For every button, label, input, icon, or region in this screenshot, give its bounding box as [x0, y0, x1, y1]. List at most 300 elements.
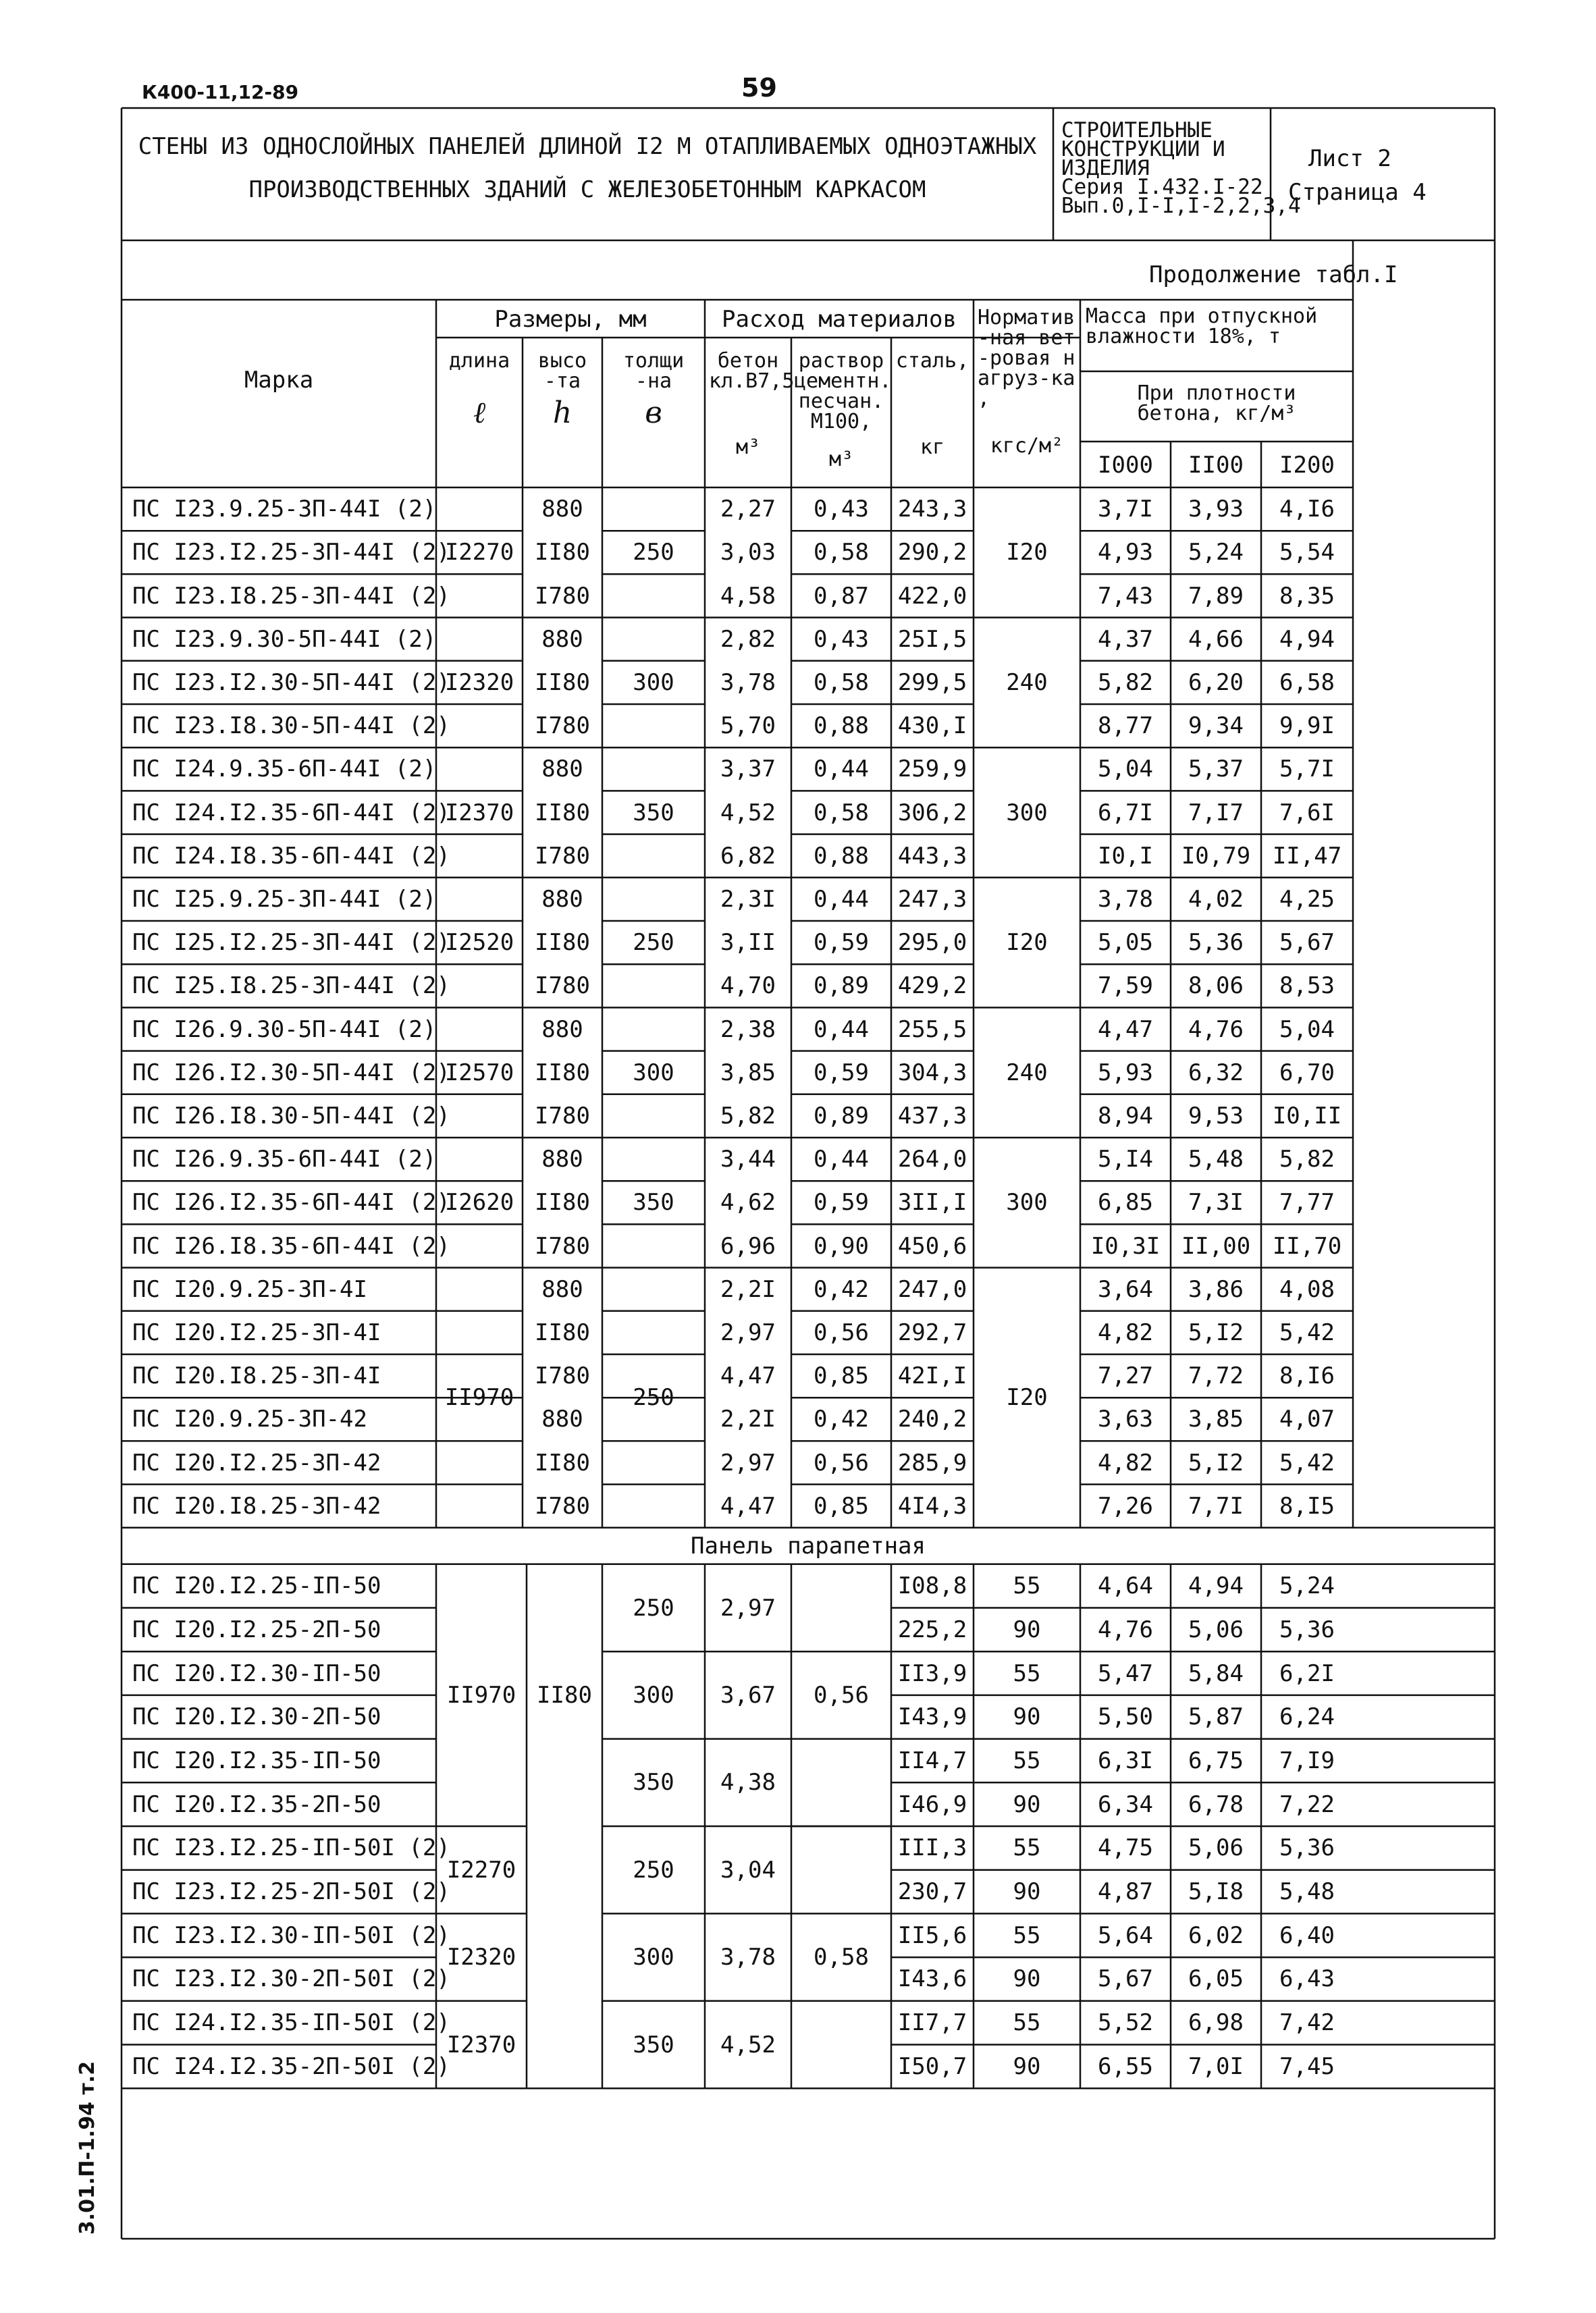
- row-mass-1100: 3,93: [1188, 496, 1244, 523]
- row-steel: 429,2: [897, 972, 967, 1000]
- parapet-mass-1000: 5,64: [1098, 1921, 1153, 1949]
- parapet-steel: I08,8: [897, 1572, 967, 1600]
- group-wind-load: I20: [1006, 539, 1048, 566]
- row-mortar: 0,44: [814, 885, 869, 913]
- row-steel: 292,7: [897, 1319, 967, 1346]
- parapet-mortar: 0,56: [814, 1681, 869, 1709]
- row-mark: ПС I20.I8.25-3П-4I: [132, 1362, 381, 1390]
- row-mass-1200: 6,70: [1279, 1059, 1335, 1086]
- parapet-concrete: 3,67: [720, 1681, 776, 1709]
- header-steel: сталь,: [895, 349, 969, 373]
- parapet-wind-load: 90: [1013, 1965, 1041, 1993]
- group-length: I2320: [444, 668, 514, 696]
- unit-concrete: м³: [735, 435, 761, 459]
- row-mass-1000: 7,27: [1098, 1362, 1153, 1390]
- series-line: СТРОИТЕЛЬНЫЕ: [1061, 118, 1213, 142]
- row-mass-1200: 7,77: [1279, 1189, 1335, 1217]
- row-mass-1200: 5,54: [1279, 539, 1335, 566]
- row-mortar: 0,56: [814, 1319, 869, 1346]
- row-steel: 247,0: [897, 1275, 967, 1303]
- parapet-wind-load: 90: [1013, 1616, 1041, 1643]
- row-mass-1200: 8,I6: [1279, 1362, 1335, 1390]
- row-mass-1000: 7,59: [1098, 972, 1153, 1000]
- row-mark: ПС I26.I8.35-6П-44I (2): [132, 1232, 450, 1260]
- row-mortar: 0,85: [814, 1492, 869, 1520]
- header-density-1000: I000: [1098, 452, 1153, 479]
- row-mortar: 0,42: [814, 1406, 869, 1433]
- row-mortar: 0,43: [814, 496, 869, 523]
- row-height: II80: [535, 1319, 590, 1346]
- row-mortar: 0,59: [814, 1189, 869, 1217]
- unit-steel: кг: [920, 435, 945, 459]
- row-mark: ПС I24.I2.35-6П-44I (2): [132, 799, 450, 826]
- row-mass-1100: 8,06: [1188, 972, 1244, 1000]
- row-concrete: 2,27: [720, 496, 776, 523]
- parapet-mass-1200: 5,48: [1279, 1878, 1335, 1906]
- table-caption: Продолжение табл.I: [1149, 261, 1398, 288]
- row-concrete: 4,47: [720, 1492, 776, 1520]
- document-frame: [122, 108, 1495, 2239]
- row-steel: 285,9: [897, 1449, 967, 1477]
- row-mass-1100: 5,36: [1188, 929, 1244, 957]
- group-thickness: 250: [633, 1384, 674, 1412]
- row-mass-1000: 3,64: [1098, 1275, 1153, 1303]
- row-concrete: 6,82: [720, 842, 776, 870]
- unit-mortar: м³: [828, 448, 854, 471]
- series-line: Серия I.432.I-22: [1061, 175, 1263, 199]
- row-mortar: 0,58: [814, 668, 869, 696]
- row-mass-1100: 6,32: [1188, 1059, 1244, 1086]
- row-mark: ПС I25.9.25-3П-44I (2): [132, 885, 437, 913]
- row-mass-1000: 4,93: [1098, 539, 1153, 566]
- header-mark: Марка: [244, 367, 314, 394]
- group-wind-load: 240: [1006, 1059, 1048, 1086]
- row-mass-1200: I0,II: [1272, 1102, 1342, 1129]
- group-length: I2520: [444, 929, 514, 957]
- row-mass-1200: II,47: [1272, 842, 1342, 870]
- parapet-steel: I43,6: [897, 1965, 967, 1993]
- row-mass-1200: 5,42: [1279, 1319, 1335, 1346]
- parapet-steel: I43,9: [897, 1703, 967, 1731]
- row-mark: ПС I24.I8.35-6П-44I (2): [132, 842, 450, 870]
- row-steel: 255,5: [897, 1015, 967, 1043]
- row-mass-1000: I0,I: [1098, 842, 1153, 870]
- row-concrete: 3,37: [720, 755, 776, 783]
- row-mass-1000: 5,82: [1098, 668, 1153, 696]
- parapet-mass-1100: 6,05: [1188, 1965, 1244, 1993]
- row-height: I780: [535, 1232, 590, 1260]
- row-mortar: 0,58: [814, 799, 869, 826]
- row-concrete: 2,2I: [720, 1406, 776, 1433]
- parapet-wind-load: 55: [1013, 1921, 1041, 1949]
- row-mortar: 0,43: [814, 625, 869, 653]
- row-mortar: 0,42: [814, 1275, 869, 1303]
- row-height: II80: [535, 1449, 590, 1477]
- parapet-mass-1100: 5,06: [1188, 1616, 1244, 1643]
- row-height: II80: [535, 539, 590, 566]
- row-concrete: 2,3I: [720, 885, 776, 913]
- row-concrete: 5,82: [720, 1102, 776, 1129]
- row-steel: 430,I: [897, 712, 967, 740]
- row-mass-1200: 7,6I: [1279, 799, 1335, 826]
- row-mass-1100: 5,I2: [1188, 1449, 1244, 1477]
- parapet-mass-1200: 7,42: [1279, 2009, 1335, 2037]
- row-concrete: 2,97: [720, 1449, 776, 1477]
- row-mass-1200: 9,9I: [1279, 712, 1335, 740]
- parapet-height: II80: [537, 1681, 592, 1709]
- row-mark: ПС I24.9.35-6П-44I (2): [132, 755, 437, 783]
- group-length: I2620: [444, 1189, 514, 1217]
- parapet-mass-1100: 5,I8: [1188, 1878, 1244, 1906]
- row-mark: ПС I20.9.25-3П-42: [132, 1406, 367, 1433]
- row-steel: 450,6: [897, 1232, 967, 1260]
- parapet-steel: III,3: [897, 1834, 967, 1862]
- header-height: высо-та: [537, 349, 587, 393]
- row-height: II80: [535, 1189, 590, 1217]
- parapet-mass-1100: 4,94: [1188, 1572, 1244, 1600]
- symbol-length: ℓ: [473, 396, 486, 430]
- row-mass-1200: 4,94: [1279, 625, 1335, 653]
- row-mortar: 0,89: [814, 1102, 869, 1129]
- row-mass-1000: 4,37: [1098, 625, 1153, 653]
- row-mark: ПС I26.9.30-5П-44I (2): [132, 1015, 437, 1043]
- row-mark: ПС I26.I2.30-5П-44I (2): [132, 1059, 450, 1086]
- row-height: 880: [541, 1015, 583, 1043]
- row-height: I780: [535, 712, 590, 740]
- row-mass-1000: 5,93: [1098, 1059, 1153, 1086]
- parapet-mass-1100: 6,75: [1188, 1747, 1244, 1774]
- group-wind-load: 240: [1006, 668, 1048, 696]
- parapet-wind-load: 90: [1013, 1790, 1041, 1818]
- row-height: I780: [535, 1362, 590, 1390]
- parapet-concrete: 3,04: [720, 1856, 776, 1884]
- page-label: Страница 4: [1288, 179, 1427, 206]
- row-mass-1000: 4,82: [1098, 1449, 1153, 1477]
- row-mortar: 0,87: [814, 582, 869, 610]
- row-mass-1000: 5,05: [1098, 929, 1153, 957]
- row-mortar: 0,56: [814, 1449, 869, 1477]
- group-thickness: 350: [633, 799, 674, 826]
- row-height: II80: [535, 929, 590, 957]
- row-height: II80: [535, 1059, 590, 1086]
- row-concrete: 4,70: [720, 972, 776, 1000]
- row-mass-1200: 8,I5: [1279, 1492, 1335, 1520]
- row-mortar: 0,88: [814, 842, 869, 870]
- row-steel: 243,3: [897, 496, 967, 523]
- header-thickness: толщи-на: [622, 349, 685, 393]
- row-mortar: 0,85: [814, 1362, 869, 1390]
- header-length: длина: [448, 349, 510, 373]
- parapet-wind-load: 90: [1013, 1703, 1041, 1731]
- parapet-mass-1000: 4,75: [1098, 1834, 1153, 1862]
- parapet-steel: II7,7: [897, 2009, 967, 2037]
- parapet-thickness: 250: [633, 1594, 674, 1622]
- parapet-length: I2320: [446, 1944, 516, 1971]
- header-mortar: раствор цементн. песчан. М100,: [794, 349, 892, 433]
- parapet-mark: ПС I20.I2.25-IП-50: [132, 1572, 381, 1600]
- parapet-mass-1200: 6,40: [1279, 1921, 1335, 1949]
- row-mass-1100: 5,37: [1188, 755, 1244, 783]
- parapet-mark: ПС I20.I2.30-2П-50: [132, 1703, 381, 1731]
- row-steel: 247,3: [897, 885, 967, 913]
- parapet-mass-1100: 5,06: [1188, 1834, 1244, 1862]
- row-steel: 422,0: [897, 582, 967, 610]
- row-steel: 3II,I: [897, 1189, 967, 1217]
- parapet-thickness: 350: [633, 1769, 674, 1797]
- parapet-steel: 230,7: [897, 1878, 967, 1906]
- parapet-mark: ПС I23.I2.25-IП-50I (2): [132, 1834, 450, 1862]
- group-wind-load: 300: [1006, 1189, 1048, 1217]
- row-mass-1000: 5,04: [1098, 755, 1153, 783]
- title-line-2: ПРОИЗВОДСТВЕННЫХ ЗДАНИЙ С ЖЕЛЕЗОБЕТОННЫМ КАРКАСОМ: [248, 176, 926, 203]
- group-length: I2570: [444, 1059, 514, 1086]
- row-mass-1100: II,00: [1181, 1232, 1251, 1260]
- parapet-mark: ПС I23.I2.30-IП-50I (2): [132, 1921, 450, 1949]
- row-concrete: 2,97: [720, 1319, 776, 1346]
- parapet-mass-1100: 5,87: [1188, 1703, 1244, 1731]
- row-mark: ПС I23.I8.25-3П-44I (2): [132, 582, 450, 610]
- row-mark: ПС I20.9.25-3П-4I: [132, 1275, 367, 1303]
- row-mass-1100: 7,I7: [1188, 799, 1244, 826]
- row-steel: 240,2: [897, 1406, 967, 1433]
- row-mass-1100: 5,48: [1188, 1146, 1244, 1173]
- header-materials: Расход материалов: [722, 306, 957, 333]
- parapet-length: II970: [446, 1681, 516, 1709]
- row-height: 880: [541, 496, 583, 523]
- row-steel: 259,9: [897, 755, 967, 783]
- row-mortar: 0,59: [814, 1059, 869, 1086]
- row-mark: ПС I20.I2.25-3П-4I: [132, 1319, 381, 1346]
- parapet-mass-1000: 5,67: [1098, 1965, 1153, 1993]
- parapet-mass-1100: 6,98: [1188, 2009, 1244, 2037]
- row-mark: ПС I25.I2.25-3П-44I (2): [132, 929, 450, 957]
- group-wind-load: I20: [1006, 1384, 1048, 1412]
- row-mass-1000: 8,77: [1098, 712, 1153, 740]
- row-mass-1200: 4,08: [1279, 1275, 1335, 1303]
- row-mass-1000: 3,63: [1098, 1406, 1153, 1433]
- row-concrete: 3,03: [720, 539, 776, 566]
- row-mark: ПС I23.9.30-5П-44I (2): [132, 625, 437, 653]
- row-concrete: 4,58: [720, 582, 776, 610]
- parapet-mass-1200: 7,45: [1279, 2052, 1335, 2080]
- row-mortar: 0,89: [814, 972, 869, 1000]
- row-mass-1000: 7,43: [1098, 582, 1153, 610]
- side-label: [76, 2061, 116, 2235]
- row-mark: ПС I25.I8.25-3П-44I (2): [132, 972, 450, 1000]
- series-line: Вып.0,I-I,I-2,2,3,4: [1061, 194, 1301, 218]
- row-mark: ПС I26.9.35-6П-44I (2): [132, 1146, 437, 1173]
- row-mass-1200: 5,42: [1279, 1449, 1335, 1477]
- row-mass-1100: 7,72: [1188, 1362, 1244, 1390]
- group-thickness: 350: [633, 1189, 674, 1217]
- parapet-steel: I50,7: [897, 2052, 967, 2080]
- header-mass: Масса при отпускной влажности 18%, т: [1086, 304, 1318, 348]
- parapet-thickness: 350: [633, 2031, 674, 2058]
- parapet-mass-1200: 7,I9: [1279, 1747, 1335, 1774]
- row-mark: ПС I26.I8.30-5П-44I (2): [132, 1102, 450, 1129]
- row-concrete: 3,78: [720, 668, 776, 696]
- row-height: I780: [535, 1102, 590, 1129]
- row-height: I780: [535, 972, 590, 1000]
- row-mass-1100: 6,20: [1188, 668, 1244, 696]
- row-mass-1100: 9,53: [1188, 1102, 1244, 1129]
- parapet-concrete: 4,38: [720, 1769, 776, 1797]
- row-height: II80: [535, 799, 590, 826]
- parapet-mass-1000: 6,55: [1098, 2052, 1153, 2080]
- header-density-1100: II00: [1188, 452, 1244, 479]
- header-density: При плотности бетона, кг/м³: [1137, 381, 1296, 425]
- row-concrete: 5,70: [720, 712, 776, 740]
- parapet-length: I2270: [446, 1856, 516, 1884]
- parapet-wind-load: 55: [1013, 1572, 1041, 1600]
- row-mass-1100: 4,66: [1188, 625, 1244, 653]
- row-mass-1000: 6,85: [1098, 1189, 1153, 1217]
- side-label-text: 3.01.П-1.94 т.2: [76, 2061, 99, 2235]
- row-mass-1200: 4,I6: [1279, 496, 1335, 523]
- row-mortar: 0,88: [814, 712, 869, 740]
- symbol-height: h: [552, 396, 573, 430]
- parapet-mass-1000: 6,3I: [1098, 1747, 1153, 1774]
- parapet-wind-load: 55: [1013, 2009, 1041, 2037]
- row-mass-1200: 5,04: [1279, 1015, 1335, 1043]
- parapet-mass-1200: 6,24: [1279, 1703, 1335, 1731]
- parapet-mass-1200: 5,24: [1279, 1572, 1335, 1600]
- row-mass-1100: 4,02: [1188, 885, 1244, 913]
- row-steel: 25I,5: [897, 625, 967, 653]
- parapet-mass-1200: 5,36: [1279, 1834, 1335, 1862]
- parapet-steel: I46,9: [897, 1790, 967, 1818]
- parapet-steel: II3,9: [897, 1659, 967, 1687]
- row-mark: ПС I20.I8.25-3П-42: [132, 1492, 381, 1520]
- group-thickness: 300: [633, 668, 674, 696]
- parapet-mass-1000: 5,52: [1098, 2009, 1153, 2037]
- row-mortar: 0,44: [814, 1146, 869, 1173]
- parapet-mass-1200: 7,22: [1279, 1790, 1335, 1818]
- row-concrete: 3,44: [720, 1146, 776, 1173]
- parapet-steel: II5,6: [897, 1921, 967, 1949]
- parapet-thickness: 300: [633, 1944, 674, 1971]
- parapet-mark: ПС I24.I2.35-2П-50I (2): [132, 2052, 450, 2080]
- title-line-1: СТЕНЫ ИЗ ОДНОСЛОЙНЫХ ПАНЕЛЕЙ ДЛИНОЙ I2 М ОТАПЛИВАЕМЫХ ОДНОЭТАЖНЫХ: [138, 133, 1037, 160]
- row-mass-1200: 4,07: [1279, 1406, 1335, 1433]
- row-mass-1000: 3,7I: [1098, 496, 1153, 523]
- row-height: 880: [541, 1406, 583, 1433]
- row-mass-1200: 4,25: [1279, 885, 1335, 913]
- parapet-mass-1000: 5,50: [1098, 1703, 1153, 1731]
- unit-wind-load: кгс/м²: [990, 434, 1064, 458]
- parapet-mass-1200: 6,2I: [1279, 1659, 1335, 1687]
- row-mortar: 0,44: [814, 755, 869, 783]
- row-height: I780: [535, 1492, 590, 1520]
- parapet-length: I2370: [446, 2031, 516, 2058]
- row-steel: 264,0: [897, 1146, 967, 1173]
- row-mass-1100: I0,79: [1181, 842, 1251, 870]
- parapet-mass-1100: 6,78: [1188, 1790, 1244, 1818]
- parapet-mass-1000: 6,34: [1098, 1790, 1153, 1818]
- row-mass-1000: 4,82: [1098, 1319, 1153, 1346]
- parapet-steel: 225,2: [897, 1616, 967, 1643]
- row-mass-1000: 4,47: [1098, 1015, 1153, 1043]
- row-concrete: 4,47: [720, 1362, 776, 1390]
- row-mass-1000: 7,26: [1098, 1492, 1153, 1520]
- group-thickness: 250: [633, 929, 674, 957]
- row-mass-1200: 6,58: [1279, 668, 1335, 696]
- row-height: 880: [541, 1146, 583, 1173]
- row-height: 880: [541, 885, 583, 913]
- parapet-mass-1100: 7,0I: [1188, 2052, 1244, 2080]
- header-concrete: бетон кл.В7,5: [709, 349, 795, 393]
- row-steel: 304,3: [897, 1059, 967, 1086]
- group-thickness: 250: [633, 539, 674, 566]
- row-mass-1100: 3,85: [1188, 1406, 1244, 1433]
- row-mortar: 0,90: [814, 1232, 869, 1260]
- row-mortar: 0,59: [814, 929, 869, 957]
- row-height: 880: [541, 625, 583, 653]
- group-wind-load: 300: [1006, 799, 1048, 826]
- row-steel: 299,5: [897, 668, 967, 696]
- row-mass-1100: 3,86: [1188, 1275, 1244, 1303]
- row-mass-1000: 5,I4: [1098, 1146, 1153, 1173]
- parapet-wind-load: 55: [1013, 1747, 1041, 1774]
- parapet-mark: ПС I20.I2.35-2П-50: [132, 1790, 381, 1818]
- row-mass-1100: 7,89: [1188, 582, 1244, 610]
- row-mark: ПС I23.I2.25-3П-44I (2): [132, 539, 450, 566]
- parapet-mass-1000: 5,47: [1098, 1659, 1153, 1687]
- row-mass-1100: 9,34: [1188, 712, 1244, 740]
- sheet-label: Лист 2: [1308, 145, 1391, 172]
- row-mass-1200: II,70: [1272, 1232, 1342, 1260]
- parapet-mark: ПС I20.I2.30-IП-50: [132, 1659, 381, 1687]
- row-height: II80: [535, 668, 590, 696]
- row-steel: 4I4,3: [897, 1492, 967, 1520]
- row-height: I780: [535, 582, 590, 610]
- row-mass-1100: 4,76: [1188, 1015, 1244, 1043]
- row-mass-1200: 5,67: [1279, 929, 1335, 957]
- row-mass-1100: 7,7I: [1188, 1492, 1244, 1520]
- row-mass-1200: 8,53: [1279, 972, 1335, 1000]
- row-mass-1200: 5,82: [1279, 1146, 1335, 1173]
- parapet-wind-load: 90: [1013, 2052, 1041, 2080]
- header-density-1200: I200: [1279, 452, 1335, 479]
- row-height: I780: [535, 842, 590, 870]
- parapet-wind-load: 55: [1013, 1659, 1041, 1687]
- parapet-mass-1100: 5,84: [1188, 1659, 1244, 1687]
- row-steel: 295,0: [897, 929, 967, 957]
- row-mass-1000: 3,78: [1098, 885, 1153, 913]
- parapet-mortar: 0,58: [814, 1944, 869, 1971]
- row-mass-1000: I0,3I: [1090, 1232, 1161, 1260]
- row-steel: 437,3: [897, 1102, 967, 1129]
- row-mass-1100: 5,I2: [1188, 1319, 1244, 1346]
- row-concrete: 3,85: [720, 1059, 776, 1086]
- group-wind-load: I20: [1006, 929, 1048, 957]
- parapet-mass-1000: 4,76: [1098, 1616, 1153, 1643]
- parapet-thickness: 300: [633, 1681, 674, 1709]
- row-height: 880: [541, 755, 583, 783]
- header-wind-load: Норматив-ная вет-ровая нагруз-ка ,: [978, 306, 1075, 410]
- row-mark: ПС I23.9.25-3П-44I (2): [132, 496, 437, 523]
- section-title: Панель парапетная: [691, 1532, 926, 1560]
- row-mortar: 0,58: [814, 539, 869, 566]
- row-concrete: 2,82: [720, 625, 776, 653]
- group-length: I2270: [444, 539, 514, 566]
- parapet-thickness: 250: [633, 1856, 674, 1884]
- group-thickness: 300: [633, 1059, 674, 1086]
- parapet-concrete: 3,78: [720, 1944, 776, 1971]
- row-mark: ПС I23.I2.30-5П-44I (2): [132, 668, 450, 696]
- row-mass-1100: 7,3I: [1188, 1189, 1244, 1217]
- parapet-mass-1000: 4,87: [1098, 1878, 1153, 1906]
